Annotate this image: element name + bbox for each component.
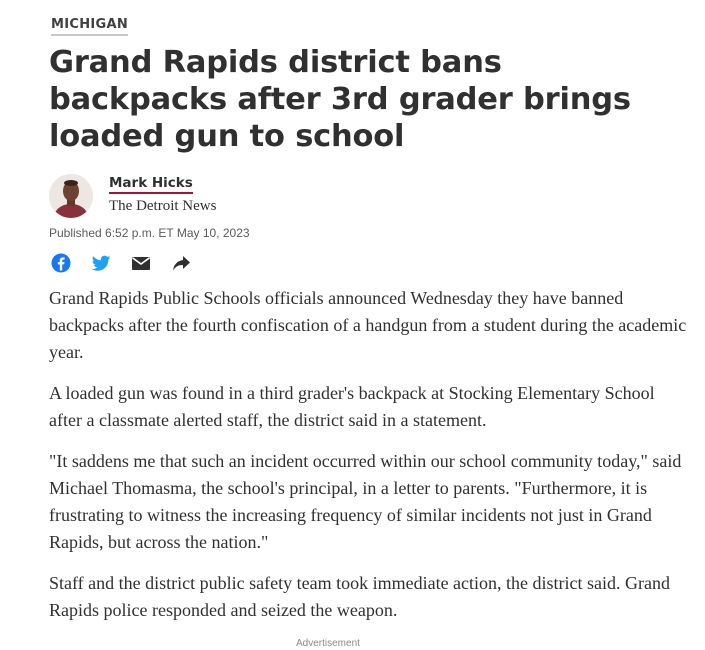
paragraph: "It saddens me that such an incident occurred within our school community today," said Michael Thomasma, the school's principal, in a letter to parents. "Furthermore, it is frustrating to witness the increasing frequency of similar incidents not just in Grand Rapids, but across the nation." bbox=[49, 451, 682, 552]
paragraph: A loaded gun was found in a third grader's backpack at Stocking Elementary School after a classmate alerted staff, the district said in a statement. bbox=[49, 383, 655, 430]
section-link[interactable]: MICHIGAN bbox=[51, 17, 128, 36]
article-body bbox=[49, 285, 689, 638]
twitter-icon[interactable] bbox=[90, 252, 112, 274]
facebook-icon[interactable] bbox=[50, 252, 72, 274]
byline bbox=[49, 172, 449, 222]
share-arrow-icon[interactable] bbox=[170, 252, 192, 274]
headline: Grand Rapids district bans backpacks after 3rd grader brings loaded gun to school bbox=[49, 45, 631, 154]
paragraph: Staff and the district public safety team took immediate action, the district said. Grand Rapids police responded and seized the weapon. bbox=[49, 573, 670, 620]
publish-date: Published 6:52 p.m. ET May 10, 2023 bbox=[49, 226, 250, 240]
author-organization: The Detroit News bbox=[109, 198, 217, 214]
author-name-link[interactable]: Mark Hicks bbox=[109, 174, 193, 194]
email-icon[interactable] bbox=[130, 252, 152, 274]
author-avatar[interactable] bbox=[49, 174, 93, 218]
advertisement-label: Advertisement bbox=[296, 638, 360, 649]
paragraph: Grand Rapids Public Schools officials announced Wednesday they have banned backpacks after the fourth confiscation of a handgun from a student during the academic year. bbox=[49, 288, 687, 362]
